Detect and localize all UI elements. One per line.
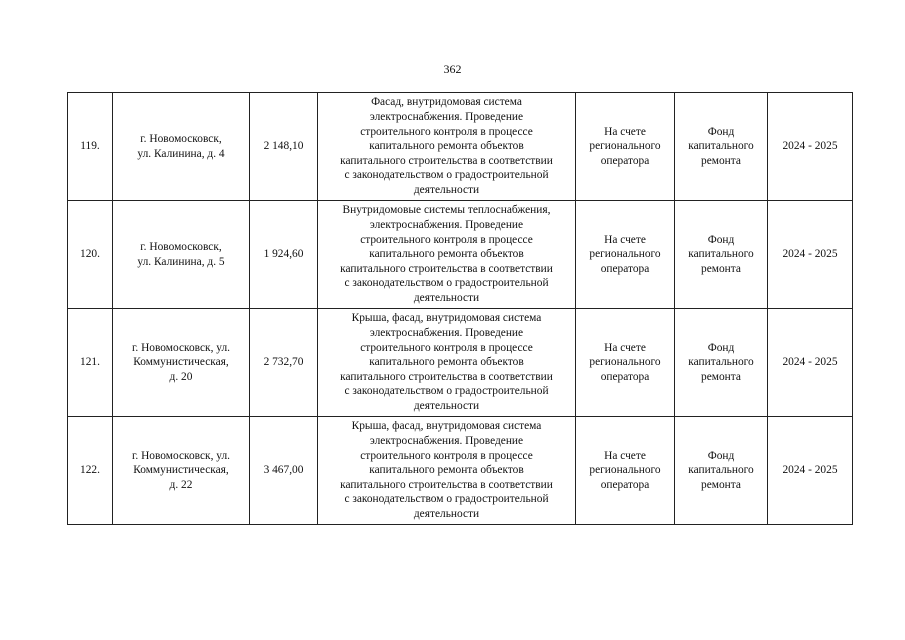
work-description-cell: Внутридомовые системы теплоснабжения, электроснабжения. Проведение строительного контроля в процессе капитального ремонта объектов капитального строительства в соответствии с законодательством о градостроительной деятельности — [318, 201, 576, 309]
table-row — [68, 309, 853, 417]
row-number: 121. — [68, 309, 113, 417]
repair-program-table — [67, 92, 853, 525]
row-number: 122. — [68, 417, 113, 525]
period-cell: 2024 - 2025 — [768, 309, 853, 417]
amount-cell: 3 467,00 — [250, 417, 318, 525]
fund-cell: Фонд капитального ремонта — [675, 93, 768, 201]
row-number: 120. — [68, 201, 113, 309]
account-cell: На счете регионального оператора — [576, 309, 675, 417]
table-row — [68, 201, 853, 309]
account-cell: На счете регионального оператора — [576, 93, 675, 201]
account-cell: На счете регионального оператора — [576, 201, 675, 309]
work-description-cell: Крыша, фасад, внутридомовая система электроснабжения. Проведение строительного контроля в процессе капитального ремонта объектов капитального строительства в соответствии с законодательством о градостроительной деятельности — [318, 417, 576, 525]
amount-cell: 2 732,70 — [250, 309, 318, 417]
period-cell: 2024 - 2025 — [768, 201, 853, 309]
work-description-cell: Крыша, фасад, внутридомовая система электроснабжения. Проведение строительного контроля в процессе капитального ремонта объектов капитального строительства в соответствии с законодательством о градостроительной деятельности — [318, 309, 576, 417]
period-cell: 2024 - 2025 — [768, 93, 853, 201]
address-cell: г. Новомосковск, ул. Калинина, д. 4 — [113, 93, 250, 201]
work-description-cell: Фасад, внутридомовая система электроснабжения. Проведение строительного контроля в процессе капитального ремонта объектов капитального строительства в соответствии с законодательством о градостроительной деятельности — [318, 93, 576, 201]
table-row — [68, 417, 853, 525]
table-row — [68, 93, 853, 201]
row-number: 119. — [68, 93, 113, 201]
amount-cell: 1 924,60 — [250, 201, 318, 309]
page-number: 362 — [443, 62, 462, 76]
address-cell: г. Новомосковск, ул. Коммунистическая, д. 22 — [113, 417, 250, 525]
fund-cell: Фонд капитального ремонта — [675, 417, 768, 525]
address-cell: г. Новомосковск, ул. Калинина, д. 5 — [113, 201, 250, 309]
address-cell: г. Новомосковск, ул. Коммунистическая, д. 20 — [113, 309, 250, 417]
amount-cell: 2 148,10 — [250, 93, 318, 201]
fund-cell: Фонд капитального ремонта — [675, 309, 768, 417]
fund-cell: Фонд капитального ремонта — [675, 201, 768, 309]
period-cell: 2024 - 2025 — [768, 417, 853, 525]
account-cell: На счете регионального оператора — [576, 417, 675, 525]
